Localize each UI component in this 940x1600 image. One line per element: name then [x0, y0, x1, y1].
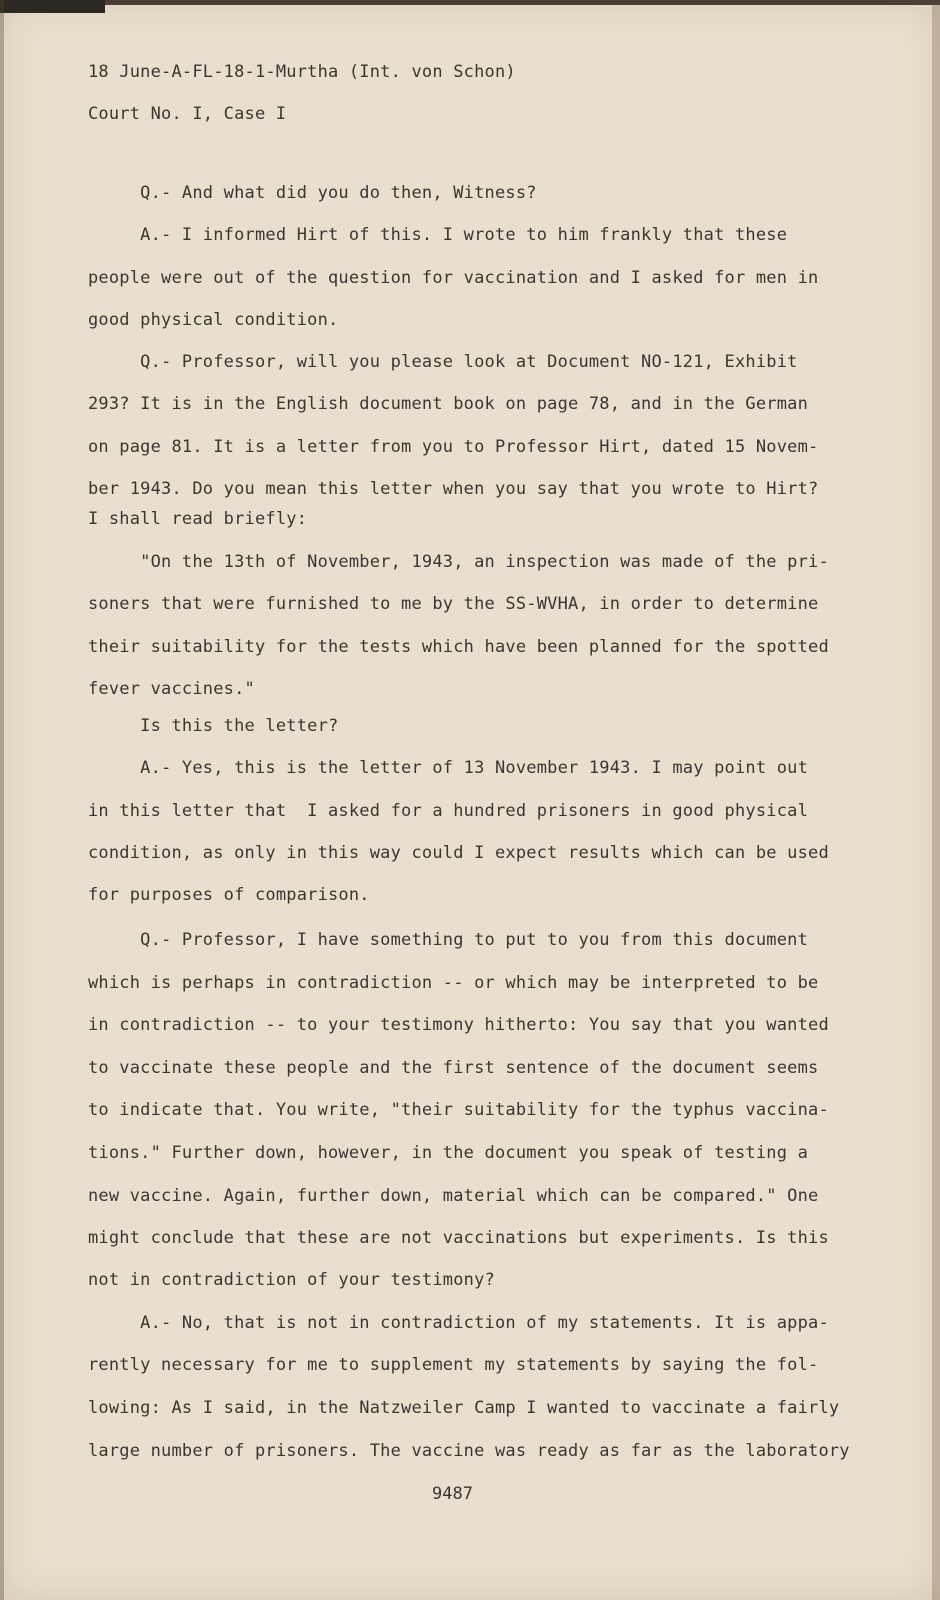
- transcript-line: their suitability for the tests which have been planned for the spotted: [88, 637, 829, 657]
- transcript-line: large number of prisoners. The vaccine was ready as far as the laboratory: [88, 1441, 850, 1461]
- page-corner-tab: [0, 0, 105, 13]
- transcript-line: for purposes of comparison.: [88, 885, 370, 905]
- transcript-line: A.- I informed Hirt of this. I wrote to him frankly that these: [88, 225, 788, 245]
- transcript-line: in this letter that I asked for a hundred prisoners in good physical: [88, 801, 809, 821]
- transcript-line: might conclude that these are not vaccinations but experiments. Is this: [88, 1228, 829, 1248]
- transcript-line: "On the 13th of November, 1943, an inspection was made of the pri-: [88, 552, 829, 572]
- transcript-line: soners that were furnished to me by the SS-WVHA, in order to determine: [88, 594, 819, 614]
- transcript-line: which is perhaps in contradiction -- or which may be interpreted to be: [88, 973, 819, 993]
- transcript-line: on page 81. It is a letter from you to Professor Hirt, dated 15 Novem-: [88, 437, 819, 457]
- transcript-line: ber 1943. Do you mean this letter when you say that you wrote to Hirt?: [88, 479, 819, 499]
- transcript-line: fever vaccines.": [88, 679, 255, 699]
- transcript-line: tions." Further down, however, in the document you speak of testing a: [88, 1143, 809, 1163]
- transcript-line: to indicate that. You write, "their suitability for the typhus vaccina-: [88, 1100, 829, 1120]
- transcript-line: not in contradiction of your testimony?: [88, 1270, 495, 1290]
- transcript-line: rently necessary for me to supplement my statements by saying the fol-: [88, 1355, 819, 1375]
- transcript-line: Q.- And what did you do then, Witness?: [88, 183, 537, 203]
- transcript-line: new vaccine. Again, further down, material which can be compared." One: [88, 1186, 819, 1206]
- transcript-line: A.- Yes, this is the letter of 13 November 1943. I may point out: [88, 758, 809, 778]
- transcript-line: 293? It is in the English document book on page 78, and in the German: [88, 394, 809, 414]
- transcript-line: A.- No, that is not in contradiction of my statements. It is appa-: [88, 1313, 829, 1333]
- header-session-line: 18 June-A-FL-18-1-Murtha (Int. von Schon): [88, 62, 516, 82]
- page-top-edge: [0, 0, 940, 5]
- transcript-line: Is this the letter?: [88, 716, 339, 736]
- transcript-line: to vaccinate these people and the first sentence of the document seems: [88, 1058, 819, 1078]
- page-right-shade: [932, 0, 940, 1600]
- transcript-line: in contradiction -- to your testimony hitherto: You say that you wanted: [88, 1015, 829, 1035]
- transcript-line: lowing: As I said, in the Natzweiler Camp I wanted to vaccinate a fairly: [88, 1398, 840, 1418]
- transcript-line: Q.- Professor, I have something to put to you from this document: [88, 930, 809, 950]
- transcript-line: I shall read briefly:: [88, 509, 308, 529]
- transcript-line: Q.- Professor, will you please look at Document NO-121, Exhibit: [88, 352, 798, 372]
- page-left-shade: [0, 0, 4, 1600]
- transcript-line: condition, as only in this way could I expect results which can be used: [88, 843, 829, 863]
- header-court-line: Court No. I, Case I: [88, 104, 287, 124]
- page-number: 9487: [432, 1484, 473, 1504]
- transcript-line: people were out of the question for vaccination and I asked for men in: [88, 268, 819, 288]
- transcript-line: good physical condition.: [88, 310, 339, 330]
